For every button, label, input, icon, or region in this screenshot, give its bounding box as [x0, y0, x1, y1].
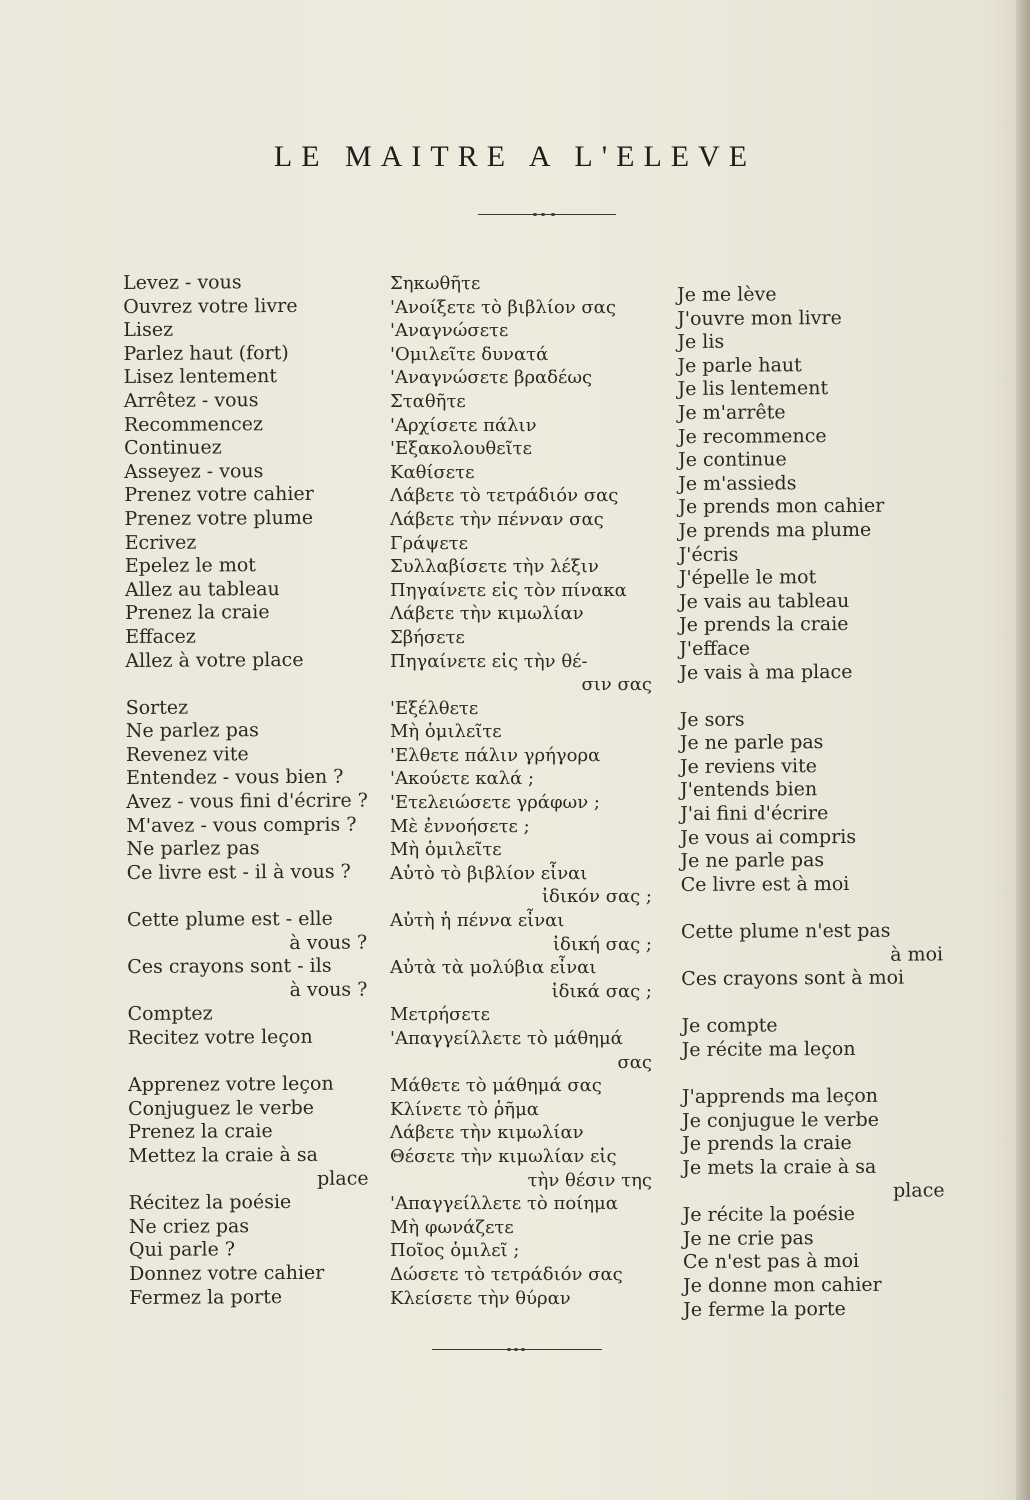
teacher-line: Donnez votre cahier	[129, 1261, 325, 1285]
greek-line: 'Ετελειώσετε γράφων ;	[390, 792, 600, 814]
teacher-line: Allez à votre place	[125, 648, 304, 672]
teacher-line: Allez au tableau	[124, 577, 280, 601]
greek-line: Μὲ ἐννοήσετε ;	[390, 815, 530, 837]
teacher-line: Lisez lentement	[123, 365, 278, 389]
teacher-line: Prenez votre cahier	[124, 483, 314, 507]
pupil-line: Je conjugue le verbe	[682, 1108, 880, 1132]
pupil-line: Ce livre est à moi	[680, 872, 850, 896]
teacher-line: Parlez haut (fort)	[123, 341, 289, 365]
teacher-line: Ce livre est - il à vous ?	[126, 860, 351, 884]
pupil-line: Je ferme la porte	[683, 1297, 846, 1321]
greek-line: Ποῖος ὁμιλεῖ ;	[390, 1240, 520, 1262]
teacher-line: Levez - vous	[123, 271, 242, 294]
greek-line: Σβήσετε	[390, 626, 465, 648]
greek-line: Λάβετε τὸ τετράδιόν σας	[390, 485, 619, 507]
teacher-line: Continuez	[124, 436, 222, 460]
greek-line-cont: ἰδικά σας ;	[551, 980, 652, 1002]
pupil-line: Je prends mon cahier	[678, 495, 885, 519]
pupil-line: Je me lève	[677, 283, 777, 306]
pupil-line: Je lis	[677, 330, 725, 354]
greek-line: Πηγαίνετε εἰς τὸν πίνακα	[390, 579, 627, 601]
pupil-line: Je prends la craie	[682, 1132, 852, 1156]
pupil-line: Ce n'est pas à moi	[682, 1250, 860, 1274]
greek-line: Μετρήσετε	[390, 1004, 490, 1026]
teacher-line: Cette plume est - elle	[126, 907, 333, 932]
greek-line: 'Εξακολουθεῖτε	[390, 438, 532, 460]
pupil-line: Je lis lentement	[677, 377, 829, 401]
greek-line: Μὴ ὁμιλεῖτε	[390, 721, 502, 743]
greek-line-cont: ἰδικόν σας ;	[541, 886, 652, 908]
teacher-line: Prenez la craie	[125, 601, 270, 625]
teacher-line: M'avez - vous compris ?	[126, 813, 357, 837]
teacher-line: Asseyez - vous	[124, 459, 264, 483]
pupil-line: Je compte	[681, 1014, 778, 1038]
greek-line: Μὴ ὁμιλεῖτε	[390, 839, 502, 861]
teacher-line: Ne parlez pas	[125, 719, 259, 743]
greek-line: 'Εξέλθετε	[390, 697, 479, 719]
pupil-line: Je vous ai compris	[680, 825, 857, 849]
teacher-line: Ouvrez votre livre	[123, 294, 298, 318]
page-title: LE MAITRE A L'ELEVE	[273, 140, 757, 173]
greek-line: 'Ανοίξετε τὸ βιβλίον σας	[390, 296, 616, 318]
pupil-line: Je prends la craie	[679, 613, 849, 637]
greek-line: Καθίσετε	[390, 461, 475, 483]
pupil-line: Je continue	[678, 448, 787, 472]
teacher-line: Effacez	[125, 625, 196, 648]
teacher-line: Lisez	[123, 318, 174, 342]
greek-line: Συλλαβίσετε τὴν λέξιν	[390, 556, 599, 578]
teacher-line: Sortez	[125, 696, 189, 719]
teacher-line-cont: à vous ?	[289, 931, 368, 954]
column-greek	[390, 272, 675, 1310]
page-edge	[1016, 0, 1030, 1500]
greek-line: 'Απαγγείλλετε τὸ μάθημά	[390, 1028, 623, 1049]
greek-line: 'Ακούετε καλά ;	[390, 768, 535, 790]
teacher-line: Epelez le mot	[124, 554, 256, 578]
rule-ornament	[541, 213, 545, 216]
teacher-line: Ces crayons sont - ils	[127, 954, 332, 979]
teacher-line-cont: place	[317, 1167, 369, 1190]
top-rule	[478, 214, 616, 215]
pupil-line: J'efface	[679, 637, 751, 660]
greek-line: Κλίνετε τὸ ῥῆμα	[390, 1098, 539, 1120]
greek-line-cont: τὴν θέσιν της	[527, 1169, 652, 1191]
pupil-line-cont: place	[893, 1178, 945, 1202]
teacher-line: Récitez la poésie	[128, 1191, 292, 1215]
pupil-line: Je ne parle pas	[680, 849, 825, 873]
greek-line: 'Ομιλεῖτε δυνατά	[390, 343, 549, 365]
greek-line: Σταθῆτε	[390, 390, 466, 412]
pupil-line: J'écris	[678, 543, 739, 566]
teacher-line-cont: à vous ?	[289, 978, 368, 1001]
rule-ornament	[521, 1348, 525, 1351]
pupil-line: Je reviens vite	[679, 755, 818, 778]
pupil-line: J'ouvre mon livre	[677, 306, 842, 330]
teacher-line: Recommencez	[123, 412, 264, 436]
greek-line: Μὴ φωνάζετε	[390, 1216, 514, 1238]
pupil-line: Cette plume n'est pas	[680, 919, 891, 944]
pupil-line: J'épelle le mot	[678, 566, 817, 590]
pupil-line: J'ai fini d'écrire	[680, 802, 829, 826]
greek-line: Σηκωθῆτε	[390, 273, 481, 294]
teacher-line: Recitez votre leçon	[127, 1025, 313, 1049]
teacher-line: Comptez	[127, 1002, 213, 1026]
pupil-line: Je mets la craie à sa	[682, 1155, 877, 1179]
pupil-line: J'entends bien	[680, 778, 818, 802]
greek-line: 'Ελθετε πάλιν γρήγορα	[390, 744, 601, 766]
teacher-line: Arrêtez - vous	[123, 389, 259, 412]
pupil-line: Je prends ma plume	[678, 518, 872, 542]
rule-ornament	[514, 1348, 518, 1351]
pupil-line: Je recommence	[677, 424, 827, 448]
pupil-line: Je donne mon cahier	[683, 1273, 882, 1297]
teacher-line: Fermez la porte	[129, 1285, 283, 1309]
greek-line: Θέσετε τὴν κιμωλίαν εἰς	[390, 1145, 617, 1167]
pupil-line: Je récite ma leçon	[681, 1037, 856, 1061]
greek-line: Δώσετε τὸ τετράδιόν σας	[390, 1263, 623, 1285]
greek-line: Λάβετε τὴν κιμωλίαν	[390, 1122, 584, 1144]
teacher-line: Apprenez votre leçon	[127, 1072, 334, 1097]
greek-line: 'Αναγνώσετε βραδέως	[390, 367, 593, 389]
teacher-line: Mettez la craie à sa	[128, 1143, 319, 1167]
greek-line: 'Απαγγείλλετε τὸ ποίημα	[390, 1193, 618, 1215]
teacher-line: Ne criez pas	[128, 1214, 250, 1238]
greek-line: Λάβετε τὴν κιμωλίαν	[390, 603, 584, 625]
rule-ornament	[551, 213, 555, 216]
teacher-line: Revenez vite	[125, 743, 249, 766]
greek-line: 'Αναγνώσετε	[390, 320, 509, 342]
greek-line: Αὐτὰ τὰ μολύβια εἶναι	[390, 957, 597, 979]
teacher-line: Entendez - vous bien ?	[126, 766, 344, 790]
greek-line-cont: σας	[617, 1051, 652, 1073]
greek-line: Αὐτὴ ἡ πέννα εἶναι	[390, 910, 565, 932]
pupil-line: Je m'assieds	[678, 472, 797, 495]
pupil-line: Je vais au tableau	[678, 589, 850, 613]
pupil-line: Je m'arrête	[677, 401, 786, 424]
rule-ornament	[507, 1348, 511, 1351]
teacher-line: Ne parlez pas	[126, 837, 260, 861]
greek-line-cont: ἰδική σας ;	[552, 933, 652, 955]
pupil-line-cont: à moi	[890, 943, 944, 966]
column-teacher-french	[123, 270, 399, 1310]
pupil-line: Je récite la poésie	[682, 1203, 855, 1227]
column-pupil-french	[677, 282, 953, 1322]
pupil-line: Je ne crie pas	[682, 1226, 814, 1250]
pupil-line: Je parle haut	[677, 354, 802, 377]
teacher-line: Conjuguez le verbe	[128, 1096, 315, 1120]
pupil-line: Ces crayons sont à moi	[681, 966, 905, 991]
greek-line: 'Αρχίσετε πάλιν	[390, 414, 537, 436]
greek-line: Αὐτὸ τὸ βιβλίον εἶναι	[390, 862, 588, 884]
greek-line: Γράψετε	[390, 532, 468, 554]
teacher-line: Avez - vous fini d'écrire ?	[126, 789, 368, 814]
rule-ornament	[533, 213, 537, 216]
greek-line-cont: σιν σας	[581, 674, 652, 696]
teacher-line: Prenez votre plume	[124, 506, 314, 530]
teacher-line: Ecrivez	[124, 531, 197, 554]
greek-line: Λάβετε τὴν πένναν σας	[390, 508, 604, 530]
greek-line: Πηγαίνετε εἰς τὴν θέ-	[390, 650, 588, 672]
teacher-line: Prenez la craie	[128, 1120, 273, 1144]
greek-line: Μάθετε τὸ μάθημά σας	[390, 1075, 602, 1097]
teacher-line: Qui parle ?	[128, 1238, 236, 1262]
pupil-line: Je vais à ma place	[679, 660, 853, 684]
greek-line: Κλείσετε τὴν θύραν	[390, 1287, 571, 1309]
pupil-line: Je ne parle pas	[679, 731, 824, 755]
pupil-line: Je sors	[679, 708, 745, 731]
pupil-line: J'apprends ma leçon	[681, 1084, 879, 1109]
